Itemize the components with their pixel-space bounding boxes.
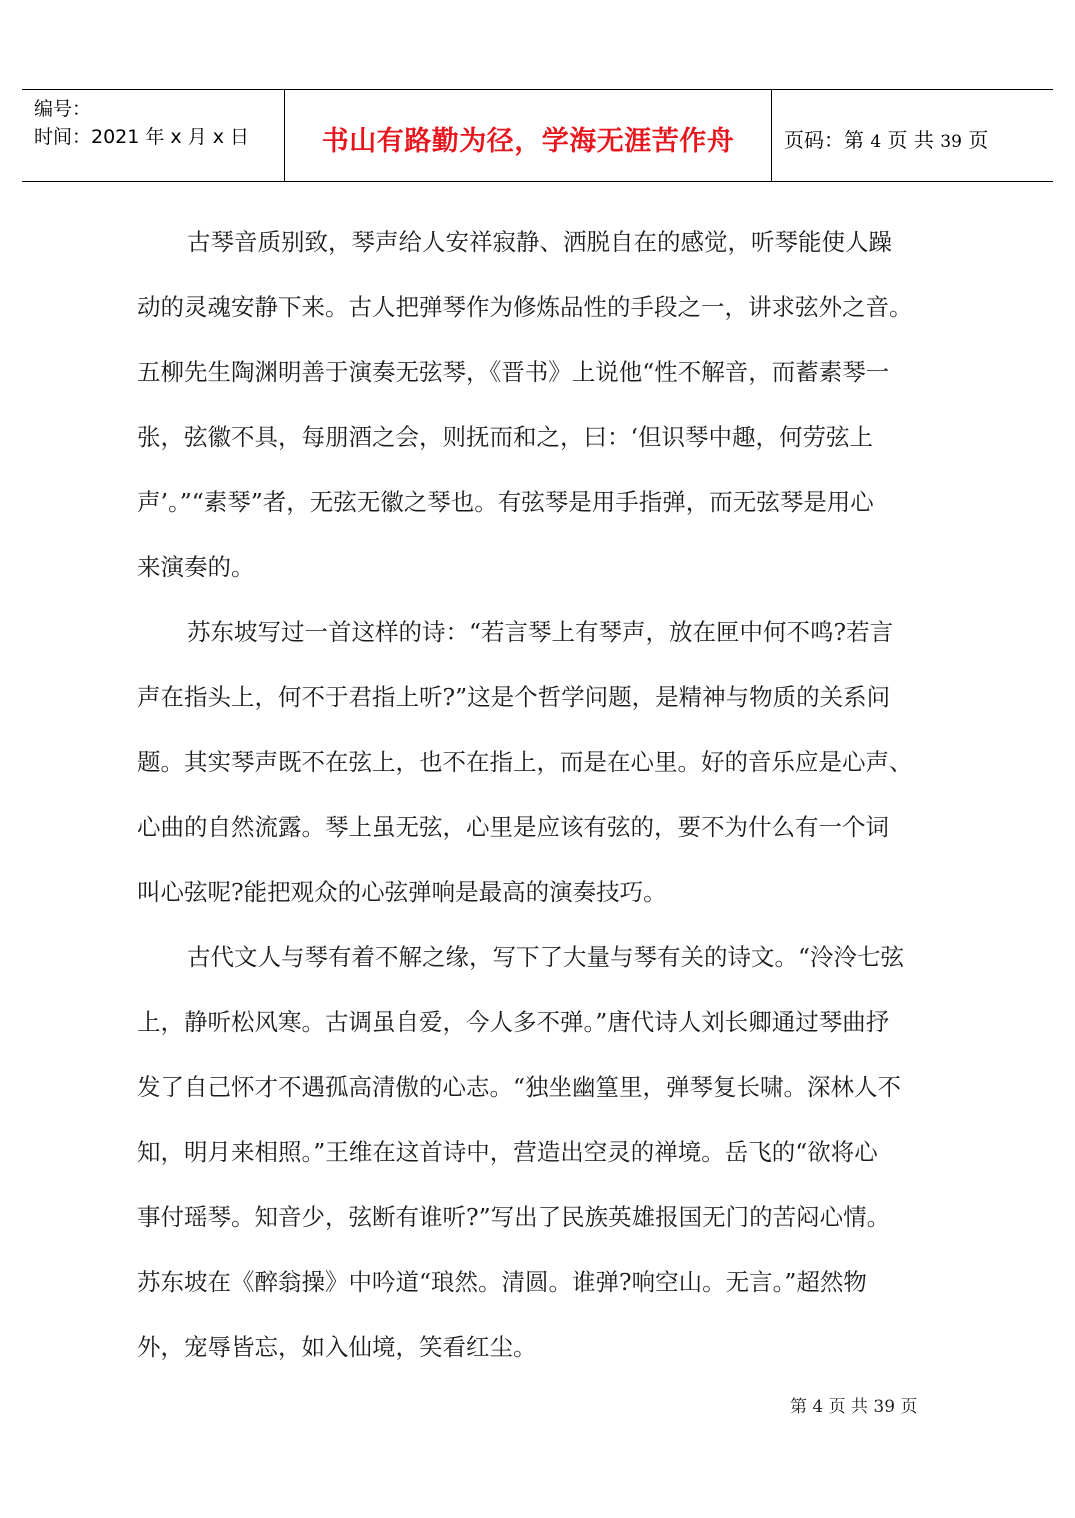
header-meta-cell bbox=[22, 90, 285, 181]
text-line: 苏东坡在《醉翁操》中吟道“琅然。清圆。谁弹?响空山。无言。”超然物 bbox=[137, 1268, 867, 1296]
page-label-mid: 页 共 bbox=[887, 128, 934, 152]
page-label-suffix: 页 bbox=[968, 128, 989, 152]
page-label-prefix: 页码：第 bbox=[784, 128, 864, 152]
text-line: 苏东坡写过一首这样的诗：“若言琴上有琴声，放在匣中何不鸣?若言 bbox=[187, 618, 894, 646]
text-line: 题。其实琴声既不在弦上，也不在指上，而是在心里。好的音乐应是心声、 bbox=[137, 748, 913, 776]
text-line: 五柳先生陶渊明善于演奏无弦琴，《晋书》上说他“性不解音，而蓄素琴一 bbox=[137, 358, 890, 386]
text-line: 古代文人与琴有着不解之缘，写下了大量与琴有关的诗文。“泠泠七弦 bbox=[187, 943, 905, 971]
text-line: 外，宠辱皆忘，如入仙境，笑看红尘。 bbox=[137, 1333, 537, 1361]
text-line: 发了自己怀才不遇孤高清傲的心志。“独坐幽篁里，弹琴复长啸。深林人不 bbox=[137, 1073, 902, 1101]
page-total: 39 bbox=[940, 132, 962, 152]
text-line: 知，明月来相照。”王维在这首诗中，营造出空灵的禅境。岳飞的“欲将心 bbox=[137, 1138, 878, 1166]
page-footer: 第 4 页 共 39 页 bbox=[790, 1397, 918, 1417]
text-line: 声在指头上，何不于君指上听?”这是个哲学问题，是精神与物质的关系问 bbox=[137, 683, 891, 711]
text-line: 事付瑶琴。知音少，弦断有谁听?”写出了民族英雄报国无门的苦闷心情。 bbox=[137, 1203, 891, 1231]
page-header bbox=[22, 89, 1053, 182]
page-current: 4 bbox=[870, 132, 882, 152]
text-line: 心曲的自然流露。琴上虽无弦，心里是应该有弦的，要不为什么有一个词 bbox=[137, 813, 889, 841]
motto-text: 书山有路勤为径，学海无涯苦作舟 bbox=[321, 126, 735, 157]
time-label: 时间：2021 年 x 月 x 日 bbox=[34, 126, 250, 148]
page-number-label bbox=[784, 124, 988, 153]
number-label: 编号： bbox=[34, 98, 92, 120]
text-line: 动的灵魂安静下来。古人把弹琴作为修炼品性的手段之一，讲求弦外之音。 bbox=[137, 293, 913, 321]
text-line: 古琴音质别致，琴声给人安祥寂静、洒脱自在的感觉，听琴能使人躁 bbox=[187, 228, 892, 256]
text-line: 声’。”“素琴”者，无弦无徽之琴也。有弦琴是用手指弹，而无弦琴是用心 bbox=[137, 488, 874, 516]
text-line: 上，静听松风寒。古调虽自爱，今人多不弹。”唐代诗人刘长卿通过琴曲抒 bbox=[137, 1008, 890, 1036]
header-page-cell bbox=[772, 90, 1053, 181]
text-line: 张，弦徽不具，每朋酒之会，则抚而和之，曰：‘但识琴中趣，何劳弦上 bbox=[137, 423, 873, 451]
article-body bbox=[137, 210, 942, 1380]
text-line: 来演奏的。 bbox=[137, 553, 255, 581]
header-motto-cell bbox=[285, 90, 772, 181]
text-line: 叫心弦呢?能把观众的心弦弹响是最高的演奏技巧。 bbox=[137, 878, 667, 906]
